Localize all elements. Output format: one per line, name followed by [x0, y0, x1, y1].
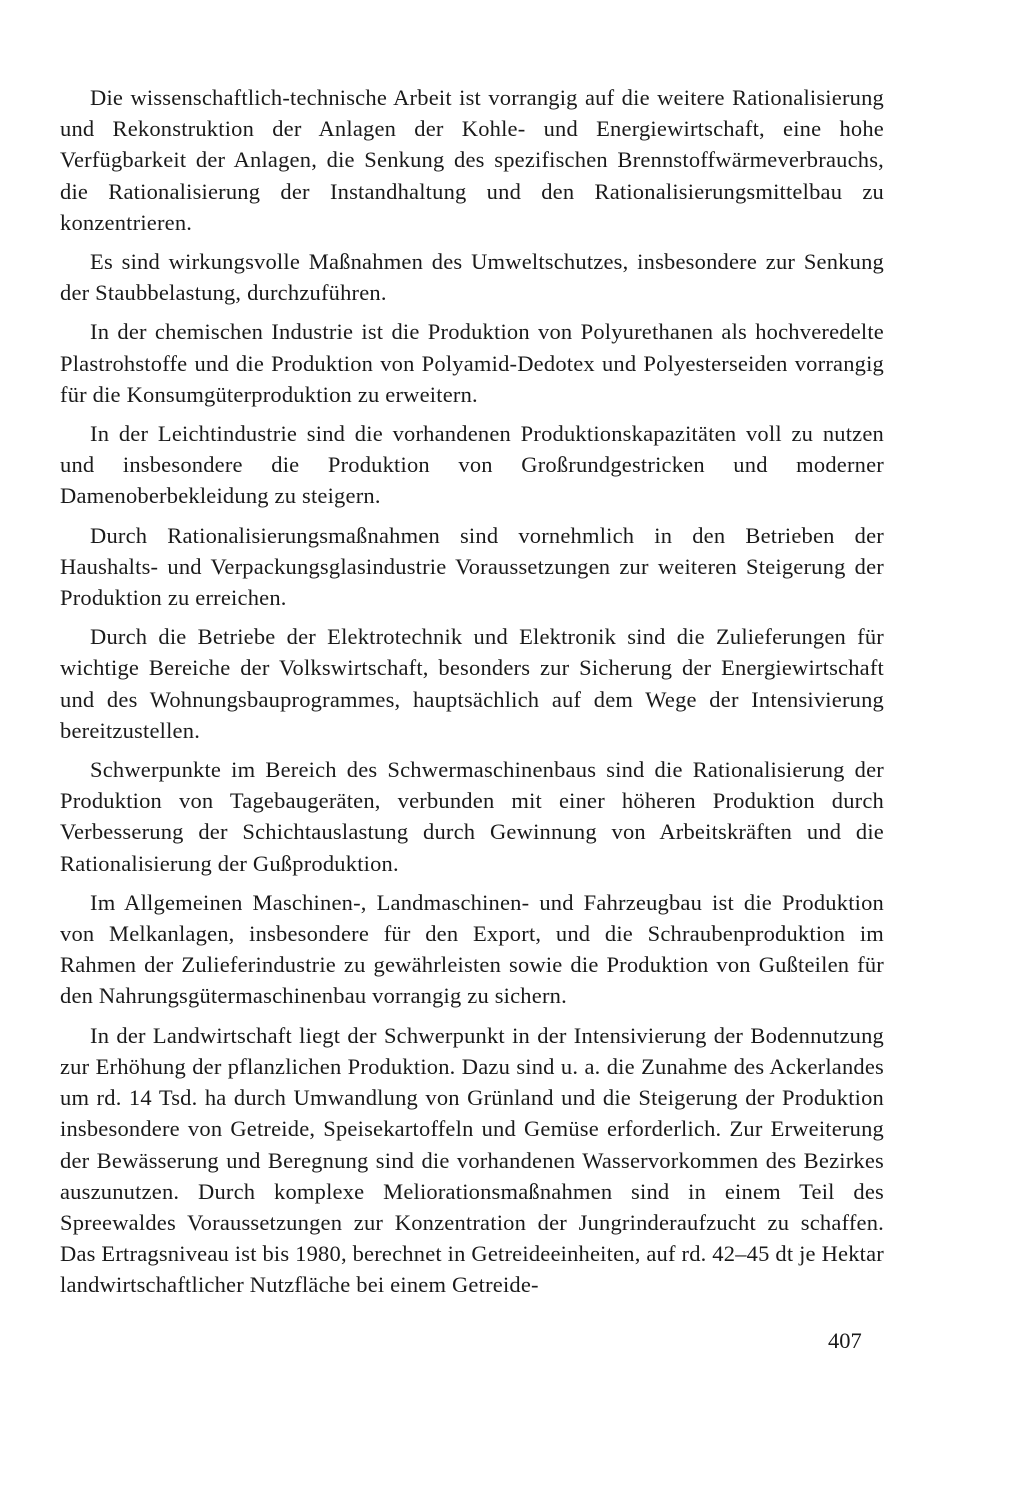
paragraph-agriculture: In der Landwirtschaft liegt der Schwerpunkt in der Intensivierung der Bodennutzung zur Erhöhung der pflanzlichen Produktion. Dazu sind u. a. die Zunahme des Ackerlandes um rd. 14 Tsd. ha durch Umwandlung von Grünland und die Steigerung der Produktion insbesondere von Getreide, Speisekartoffeln und Gemüse erforderlich. Zur Erweiterung der Bewässerung und Beregnung sind die vorhandenen Wasservorkommen des Bezirkes auszunutzen. Durch komplexe Meliorationsmaßnahmen sind in einem Teil des Spreewaldes Voraussetzungen zur Konzentration der Jungrinderaufzucht zu schaffen. Das Ertragsniveau ist bis 1980, berechnet in Getreideeinheiten, auf rd. 42–45 dt je Hektar landwirtschaftlicher Nutzfläche bei einem Getreide- — [60, 1022, 884, 1298]
paragraph-light-industry: In der Leichtindustrie sind die vorhandenen Produktionskapazitäten voll zu nutzen und insbesondere die Produktion von Großrundgestricken und moderner Damenoberbekleidung zu steigern. — [60, 421, 884, 509]
paragraph-glass-industry: Durch Rationalisierungsmaßnahmen sind vornehmlich in den Betrieben der Haushalts- und Verpackungsglasindustrie Voraussetzungen zur weiteren Steigerung der Produktion zu erreichen. — [60, 522, 884, 611]
paragraph-chemical-industry: In der chemischen Industrie ist die Produktion von Polyurethanen als hochveredelte Plastrohstoffe und die Produktion von Polyamid-Dedotex und Polyesterseiden vorrangig für die Konsumgüterproduktion zu erweitern. — [60, 319, 884, 407]
page-number: 407 — [828, 1328, 862, 1353]
paragraph-general-machinery: Im Allgemeinen Maschinen-, Landmaschinen- und Fahrzeugbau ist die Produktion von Melkanlagen, insbesondere für den Export, und die Schraubenproduktion im Rahmen der Zulieferindustrie zu gewährleisten sowie die Produktion von Gußteilen für den Nahrungsgütermaschinenbau vorrangig zu sichern. — [60, 889, 884, 1009]
paragraph-energy-research: Die wissenschaftlich-technische Arbeit ist vorrangig auf die weitere Rationalisierung und Rekonstruktion der Anlagen der Kohle- und Energiewirtschaft, eine hohe Verfügbarkeit der Anlagen, die Senkung des spezifischen Brennstoffwärmeverbrauchs, die Rationalisierung der Instandhaltung und den Rationalisierungsmittelbau zu konzentrieren. — [60, 85, 884, 235]
paragraph-environment: Es sind wirkungsvolle Maßnahmen des Umweltschutzes, insbesondere zur Senkung der Staubbelastung, durchzuführen. — [60, 249, 884, 306]
paragraph-heavy-machinery: Schwerpunkte im Bereich des Schwermaschinenbaus sind die Rationalisierung der Produktion von Tagebaugeräten, verbunden mit einer höheren Produktion durch Verbesserung der Schichtauslastung durch Gewinnung von Arbeitskräften und die Rationalisierung der Gußproduktion. — [60, 757, 884, 876]
page-body — [60, 82, 884, 1309]
paragraph-electronics: Durch die Betriebe der Elektrotechnik und Elektronik sind die Zulieferungen für wichtige Bereiche der Volkswirtschaft, besonders zur Sicherung der Energiewirtschaft und des Wohnungsbauprogrammes, hauptsächlich auf dem Wege der Intensivierung bereitzustellen. — [60, 624, 884, 743]
